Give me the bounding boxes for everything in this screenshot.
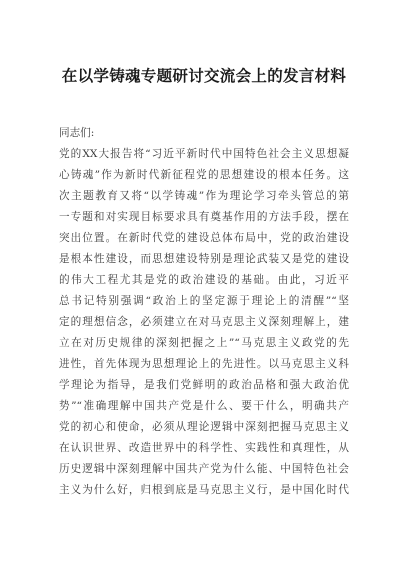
body-line: 次主题教育又将“以学铸魂”作为理论学习牵头管总的第 [59, 190, 349, 202]
body-line: 突出位置。在新时代党的建设总体布局中，党的政治建设 [59, 232, 349, 244]
body-line: 党的XX大报告将“习近平新时代中国特色社会主义思想凝 [59, 148, 349, 160]
body-line: 总书记特别强调“政治上的坚定源于理论上的清醒”“坚 [59, 295, 349, 307]
greeting: 同志们: [59, 127, 95, 139]
body-line: 在认识世界、改造世界中的科学性、实践性和真理性，从 [59, 442, 349, 454]
body-line: 势”“准确理解中国共产党是什么、要干什么，明确共产 [59, 400, 349, 412]
body-line: 历史逻辑中深刻理解中国共产党为什么能、中国特色社会 [59, 463, 349, 475]
document-title: 在以学铸魂专题研讨交流会上的发言材料 [61, 66, 347, 85]
body-line: 的伟大工程尤其是党的政治建设的基础。由此，习近平 [59, 274, 349, 286]
body-line: 主义为什么好，归根到底是马克思主义行，是中国化时代 [59, 484, 349, 496]
body-line: 学理论为指导，是我们党鲜明的政治品格和强大政治优 [59, 379, 349, 391]
body-line: 立在对历史规律的深刻把握之上”“马克思主义政党的先 [59, 337, 349, 349]
body-line: 进性，首先体现为思想理论上的先进性。以马克思主义科 [59, 358, 349, 370]
document-body [59, 123, 349, 501]
body-line: 党的初心和使命，必须从理论逻辑中深刻把握马克思主义 [59, 421, 349, 433]
body-line: 一专题和对实现目标要求具有奠基作用的方法手段，摆在 [59, 211, 349, 223]
body-line: 心铸魂”作为新时代新征程党的思想建设的根本任务。这 [59, 169, 349, 181]
body-line: 定的理想信念，必须建立在对马克思主义深刻理解上，建 [59, 316, 349, 328]
body-line: 是根本性建设，而思想建设特别是理论武装又是党的建设 [59, 253, 349, 265]
